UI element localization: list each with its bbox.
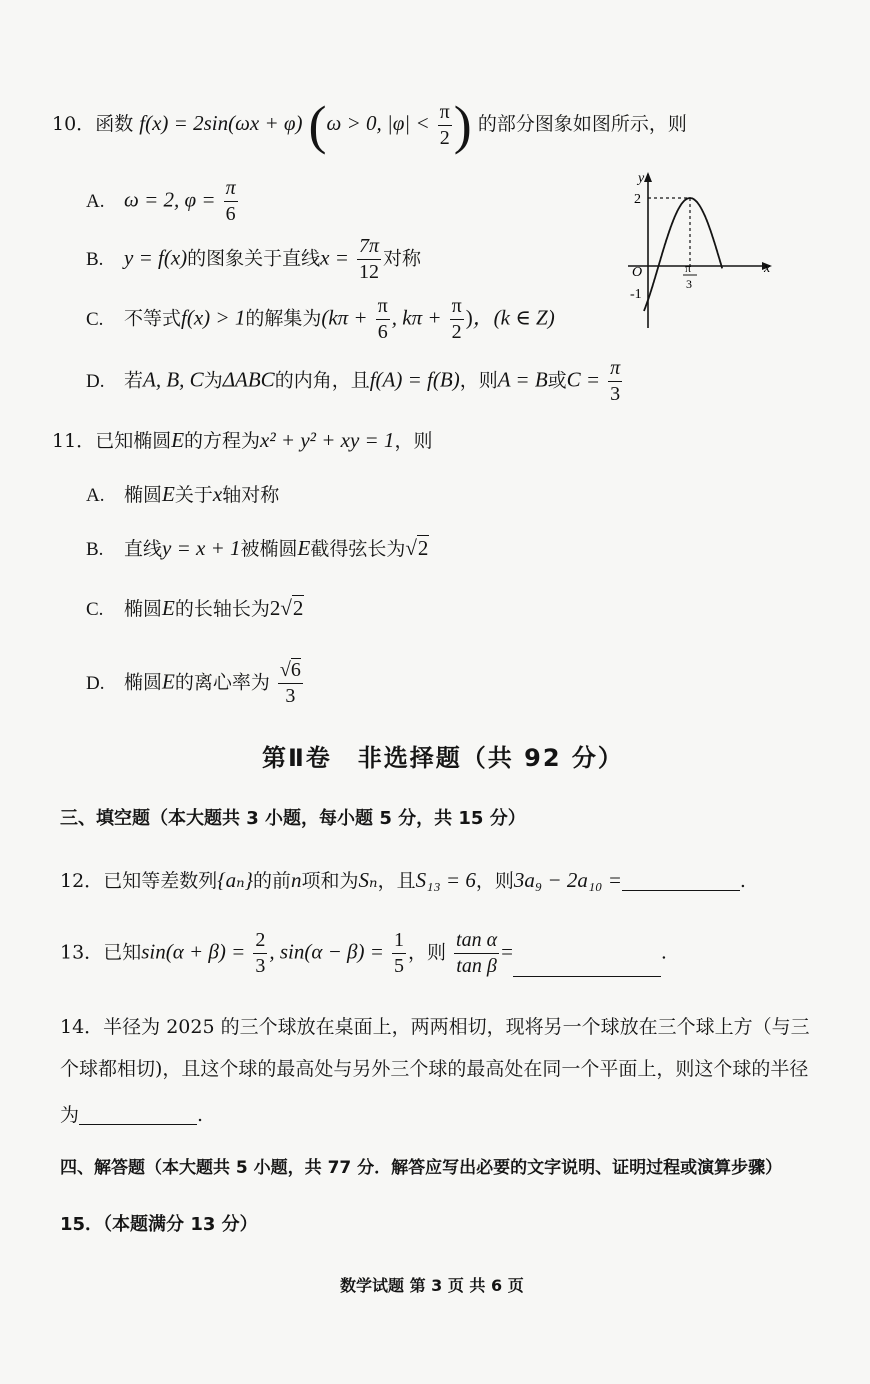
sine-graph [620,168,790,338]
answer-blank[interactable] [79,1106,197,1125]
y-tick-min: -1 [630,287,642,302]
answer-blank[interactable] [513,958,661,977]
fraction: $\frac{7\pi}{12}$ [358,235,379,283]
x-label: x [764,261,771,276]
page-footer: 数学试题 第 3 页 共 6 页 [340,1276,524,1295]
q15-heading: 15．（本题满分 13 分） [60,1214,258,1235]
q10-function: f(x) = 2sin(ωx + φ) [139,111,303,135]
y-axis-arrow [644,172,652,182]
q10-option-d: D. 若A, B, C为ΔABC的内角，且f(A) = f(B)，则A = B或C = $\frac{\pi}{3}$ [86,357,621,405]
q12: 12．已知等差数列{aₙ}的前n项和为Sₙ，且S₁₃ = 6，则3a₉ − 2a₁₀ = . [60,868,746,892]
fraction: $\frac{\pi}{6}$ [225,177,236,225]
fraction: $\frac{√6}{3}$ [279,659,301,707]
q11-option-d: D. 椭圆E的离心率为 $\frac{√6}{3}$ [86,659,301,707]
q10-tail: 的部分图象如图所示，则 [477,113,687,135]
fraction: $\frac{\text{tan α}}{\text{tan β}}$ [456,929,498,977]
question-number: 12． [60,870,104,892]
q10-condition: ω > 0, |φ| < [326,111,430,135]
fraction: $\frac{2}{3}$ [255,929,266,977]
sqrt: √2 [405,536,429,560]
fraction: $\frac{\pi}{6}$ [377,295,388,343]
q14-line1: 14．半径为 2025 的三个球放在桌面上，两两相切，现将另一个球放在三个球上方（与三 [60,1016,810,1038]
q10-fraction: $\frac{\pi}{2}$ [439,100,450,149]
q11-option-c: C. 椭圆E的长轴长为2√2 [86,596,304,620]
q11-option-b: B. 直线y = x + 1被椭圆E截得弦长为√2 [86,536,429,560]
q11-option-a: A. 椭圆E关于x轴对称 [86,482,280,506]
question-number: 13． [60,941,104,964]
x-tick-den: 3 [686,277,692,291]
origin-label: O [632,265,643,280]
answer-blank[interactable] [622,872,740,891]
q10-lead: 函数 [95,113,134,135]
y-tick-max: 2 [634,192,641,207]
question-number: 10． [52,113,96,135]
fraction: $\frac{\pi}{2}$ [451,295,462,343]
left-paren: ( [308,95,327,155]
y-label: y [638,171,645,186]
q10-option-b: B. y = f(x)的图象关于直线x = $\frac{7\pi}{12}$ 对称 [86,235,421,283]
part4-heading: 四、解答题（本大题共 5 小题，共 77 分．解答应写出必要的文字说明、证明过程或演算步骤） [60,1158,783,1178]
q13: 13．已知sin(α + β) = $\frac{2}{3}$ , sin(α − β) = $\frac{1}{5}$ ，则 $\frac{\text{tan α}}{\text{tan β}}$ = . [60,929,667,977]
x-tick-num: π [685,261,692,275]
q10-stem [52,95,687,155]
q10-option-c: C. 不等式f(x) > 1的解集为(kπ + $\frac{\pi}{6}$ , kπ + $\frac{\pi}{2}$ )，(k ∈ Z) [86,295,555,343]
right-paren: ) [453,95,472,155]
section-title: 第Ⅱ卷 非选择题（共 92 分） [262,744,624,772]
q10-option-a: A. ω = 2, φ = $\frac{\pi}{6}$ [86,177,236,225]
q14-line2: 个球都相切)，且这个球的最高处与另外三个球的最高处在同一个平面上，则这个球的半径 [60,1058,809,1080]
part3-heading: 三、填空题（本大题共 3 小题，每小题 5 分，共 15 分） [60,808,526,829]
fraction: $\frac{\pi}{3}$ [610,357,621,405]
fraction: $\frac{1}{5}$ [393,929,404,977]
sine-curve [644,198,722,311]
sqrt: √2 [280,596,304,620]
question-number: 11． [52,430,96,452]
q14-line3: 为 . [60,1104,204,1126]
q11-stem: 11．已知椭圆E的方程为x² + y² + xy = 1，则 [52,428,433,452]
